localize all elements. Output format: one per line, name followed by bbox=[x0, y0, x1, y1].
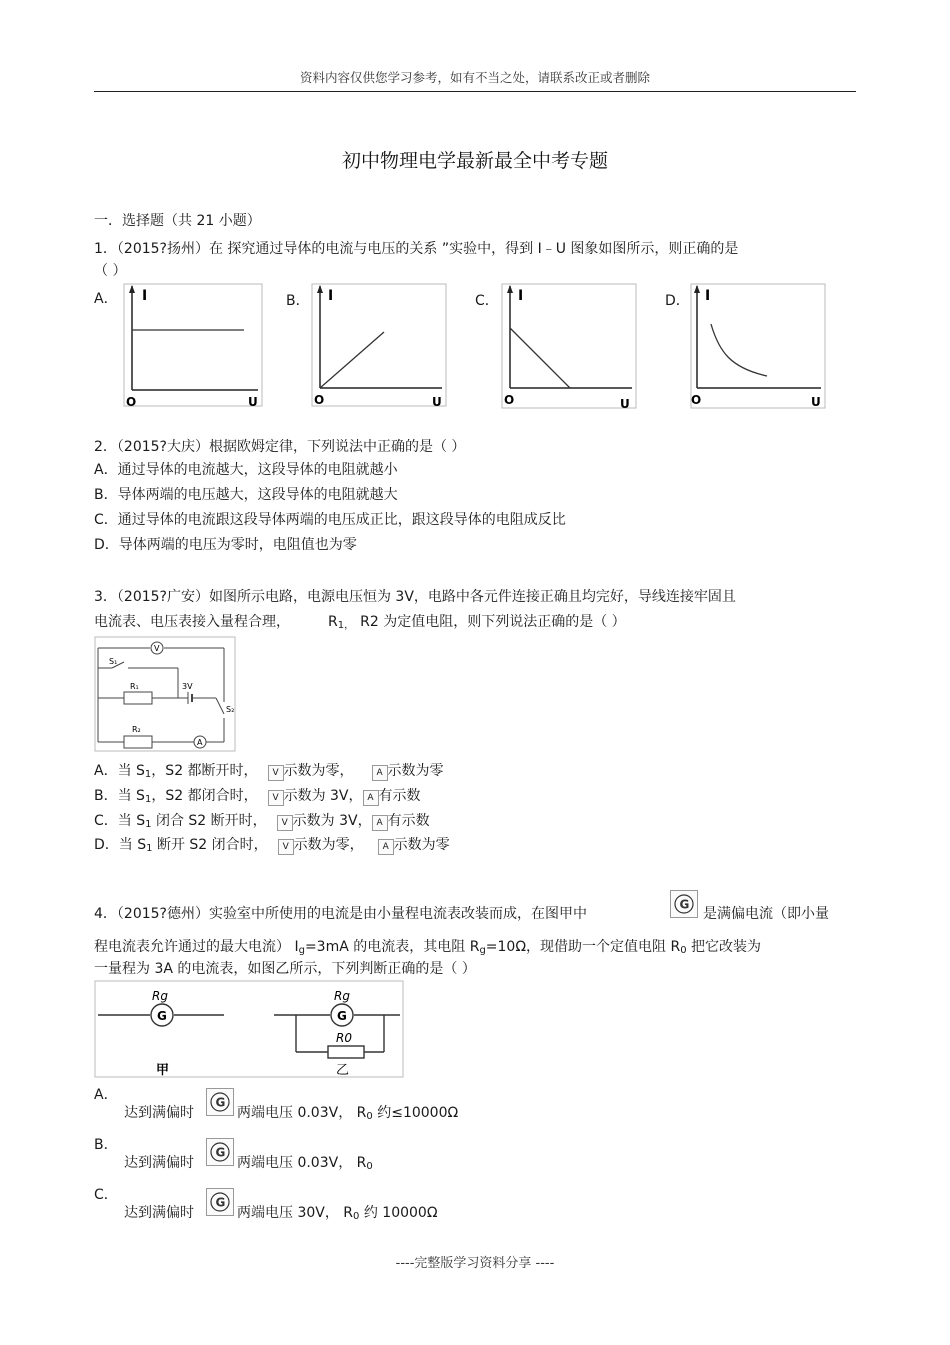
x-label: U bbox=[248, 395, 258, 409]
s2-label: S₂ bbox=[226, 705, 235, 714]
option-sub: 1 bbox=[145, 819, 152, 830]
option-text: 两端电压 0.03V， R bbox=[237, 1155, 367, 1171]
q4-option-b-letter: B． bbox=[94, 1137, 118, 1153]
option-letter: D． bbox=[94, 837, 119, 853]
q4-option-b-text2 bbox=[237, 1154, 373, 1176]
option-text: 当 S bbox=[117, 813, 146, 829]
q4-option-c-text2 bbox=[237, 1204, 438, 1226]
galvanometer-icon bbox=[206, 1088, 234, 1116]
q1-option-c-letter: C． bbox=[475, 293, 499, 309]
q4-option-c-letter: C． bbox=[94, 1187, 118, 1203]
galvanometer-letter: G bbox=[215, 1145, 226, 1160]
r1-label: R₁ bbox=[130, 682, 139, 691]
option-text: 有示数 bbox=[387, 813, 430, 829]
x-label: U bbox=[811, 395, 821, 409]
option-sub: 0 bbox=[353, 1211, 360, 1222]
option-sub: 1 bbox=[144, 769, 152, 780]
option-text: 示数为零 bbox=[393, 837, 450, 853]
option-text: 2 断开时， bbox=[197, 813, 267, 829]
r2-resistor bbox=[124, 736, 152, 748]
q4-figure bbox=[94, 980, 404, 1078]
voltmeter-icon: V bbox=[268, 765, 284, 781]
voltmeter-icon: V bbox=[277, 815, 293, 831]
origin-label: O bbox=[691, 393, 702, 407]
option-text: 2 都闭合时， bbox=[174, 788, 258, 804]
ammeter-icon: A bbox=[372, 815, 388, 831]
q4-stem-line1-a: 4．（2015?德州）实验室中所使用的电流是由小量程电流表改装而成，在图甲中 bbox=[94, 906, 587, 922]
yi-rg-label: Rg bbox=[334, 989, 350, 1003]
q4-option-c-text1: 达到满偏时 bbox=[124, 1205, 194, 1221]
q4-stem-line1-b: 是满偏电流（即小量 bbox=[703, 906, 829, 922]
q4-text: =10Ω，现借助一个定值电阻 R bbox=[485, 939, 681, 955]
option-text: 断开 S bbox=[152, 837, 199, 853]
page-title: 初中物理电学最新最全中考专题 bbox=[341, 150, 608, 172]
q3-option-c bbox=[94, 812, 430, 834]
y-label: I bbox=[142, 288, 148, 304]
q1-graph-b bbox=[310, 282, 448, 410]
option-sub: 1 bbox=[144, 794, 152, 805]
voltmeter-label: V bbox=[154, 644, 160, 653]
curve-rising-line bbox=[320, 332, 384, 388]
q3-r1-symbol: R bbox=[328, 614, 338, 630]
ammeter-icon: A bbox=[372, 765, 388, 781]
s2-switch-blade bbox=[216, 698, 224, 714]
option-text: 两端电压 30V， R bbox=[237, 1205, 354, 1221]
q1-option-b-letter: B． bbox=[286, 293, 310, 309]
q1-stem: 1．（2015?扬州）在 探究通过导体的电流与电压的关系 ”实验中，得到 I﹣U 图象如图所示，则正确的是 bbox=[94, 241, 739, 257]
q1-graph-c bbox=[500, 282, 638, 410]
q3-option-b bbox=[94, 787, 421, 809]
option-text: 示数为零 bbox=[387, 763, 444, 779]
q4-sub: g bbox=[298, 945, 305, 956]
q3-r2-symbol: R bbox=[360, 614, 370, 630]
q4-option-a-text2 bbox=[237, 1104, 458, 1126]
q3-circuit-diagram bbox=[94, 636, 236, 752]
option-letter: C． bbox=[94, 813, 118, 829]
q2-option-b: B．导体两端的电压越大，这段导体的电阻就越大 bbox=[94, 487, 398, 503]
jia-caption: 甲 bbox=[156, 1063, 170, 1078]
galvanometer-icon bbox=[206, 1188, 234, 1216]
q4-option-a-text1: 达到满偏时 bbox=[124, 1105, 194, 1121]
voltmeter-icon: V bbox=[278, 839, 294, 855]
galvanometer-letter: G bbox=[215, 1195, 226, 1210]
q2-stem: 2．（2015?大庆）根据欧姆定律，下列说法中正确的是（ ） bbox=[94, 439, 466, 455]
option-text: 示数为零， bbox=[283, 763, 354, 779]
q3-option-d bbox=[94, 836, 450, 858]
yi-caption: 乙 bbox=[336, 1063, 350, 1078]
q4-sub: 0 bbox=[680, 945, 687, 956]
q1-graph-d bbox=[689, 282, 827, 410]
q2-option-d: D．导体两端的电压为零时，电阻值也为零 bbox=[94, 537, 357, 553]
y-label: I bbox=[328, 288, 334, 304]
option-sub: 1 bbox=[146, 843, 153, 854]
option-text: 示数为 3V， bbox=[292, 813, 372, 829]
option-text: ，S bbox=[151, 763, 175, 779]
ammeter-label: A bbox=[197, 738, 203, 747]
yi-g-label: G bbox=[337, 1009, 347, 1023]
q3-stem-part-a: 电流表、电压表接入量程合理， bbox=[94, 614, 290, 630]
curve-falling-line bbox=[510, 328, 570, 388]
x-label: U bbox=[620, 397, 630, 410]
option-text: 当 S bbox=[118, 837, 147, 853]
q3-stem-line2 bbox=[94, 613, 626, 635]
ammeter-icon: A bbox=[363, 790, 379, 806]
galvanometer-icon bbox=[206, 1138, 234, 1166]
ammeter-icon: A bbox=[378, 839, 394, 855]
q2-option-c: C．通过导体的电流跟这段导体两端的电压成正比，跟这段导体的电阻成反比 bbox=[94, 512, 566, 528]
option-text: 两端电压 0.03V， R bbox=[237, 1105, 367, 1121]
curve-hyperbola bbox=[711, 324, 767, 376]
galvanometer-letter: G bbox=[679, 897, 690, 912]
option-text: 2 都断开时， bbox=[174, 763, 258, 779]
q4-text: 把它改装为 bbox=[686, 939, 762, 955]
option-text: 示数为 3V， bbox=[283, 788, 363, 804]
option-text: 有示数 bbox=[378, 788, 421, 804]
q4-text: 程电流表允许通过的最大电流） I bbox=[94, 939, 299, 955]
header-rule bbox=[94, 91, 856, 92]
option-text: 约≤10000Ω bbox=[372, 1105, 459, 1121]
q3-r1-sub: 1， bbox=[337, 620, 355, 631]
origin-label: O bbox=[126, 395, 137, 409]
option-letter: B． bbox=[94, 788, 118, 804]
q1-stem-bracket: （ ） bbox=[94, 263, 127, 279]
jia-g-label: G bbox=[157, 1009, 167, 1023]
galvanometer-icon bbox=[670, 890, 698, 918]
option-letter: A． bbox=[94, 763, 118, 779]
q3-stem-part-e: 2 为定值电阻，则下列说法正确的是（ ） bbox=[369, 614, 626, 630]
q3-stem-line1: 3．（2015?广安）如图所示电路，电源电压恒为 3V，电路中各元件连接正确且均完好，导线连接牢固且 bbox=[94, 589, 736, 605]
section-heading: 一．选择题（共 21 小题） bbox=[94, 213, 261, 229]
s1-label: S₁ bbox=[109, 657, 118, 666]
option-text: 2 闭合时， bbox=[198, 837, 268, 853]
q2-option-a: A．通过导体的电流越大，这段导体的电阻就越小 bbox=[94, 462, 398, 478]
origin-label: O bbox=[504, 393, 515, 407]
option-sub: 0 bbox=[366, 1161, 373, 1172]
q1-graph-a bbox=[122, 282, 264, 410]
option-text: 约 10000Ω bbox=[359, 1205, 438, 1221]
q1-option-a-letter: A． bbox=[94, 291, 118, 307]
origin-label: O bbox=[314, 393, 325, 407]
option-text: 当 S bbox=[117, 763, 145, 779]
y-label: I bbox=[518, 288, 524, 304]
voltmeter-icon: V bbox=[268, 790, 284, 806]
q4-option-a-letter: A． bbox=[94, 1087, 118, 1103]
option-text: 当 S bbox=[117, 788, 145, 804]
r1-resistor bbox=[124, 692, 152, 704]
jia-rg-label: Rg bbox=[152, 989, 168, 1003]
q4-option-b-text1: 达到满偏时 bbox=[124, 1155, 194, 1171]
y-label: I bbox=[705, 288, 711, 304]
q4-text: =3mA 的电流表，其电阻 R bbox=[304, 939, 480, 955]
option-text: 示数为零， bbox=[293, 837, 364, 853]
q4-sub: g bbox=[479, 945, 486, 956]
q3-option-a bbox=[94, 762, 444, 784]
q4-stem-line3: 一量程为 3A 的电流表，如图乙所示，下列判断正确的是（ ） bbox=[94, 961, 476, 977]
r0-resistor bbox=[328, 1046, 364, 1058]
battery-label: 3V bbox=[182, 682, 193, 691]
r0-label: R0 bbox=[336, 1031, 352, 1045]
galvanometer-letter: G bbox=[215, 1095, 226, 1110]
option-text: 闭合 S bbox=[151, 813, 198, 829]
page-footer: ----完整版学习资料分享 ---- bbox=[395, 1256, 555, 1271]
x-label: U bbox=[432, 395, 442, 409]
q4-stem-line2 bbox=[94, 938, 761, 960]
page-header: 资料内容仅供您学习参考，如有不当之处，请联系改正或者删除 bbox=[299, 70, 650, 85]
option-text: ，S bbox=[151, 788, 175, 804]
q1-option-d-letter: D． bbox=[665, 293, 690, 309]
r2-label: R₂ bbox=[132, 725, 141, 734]
option-sub: 0 bbox=[366, 1111, 373, 1122]
